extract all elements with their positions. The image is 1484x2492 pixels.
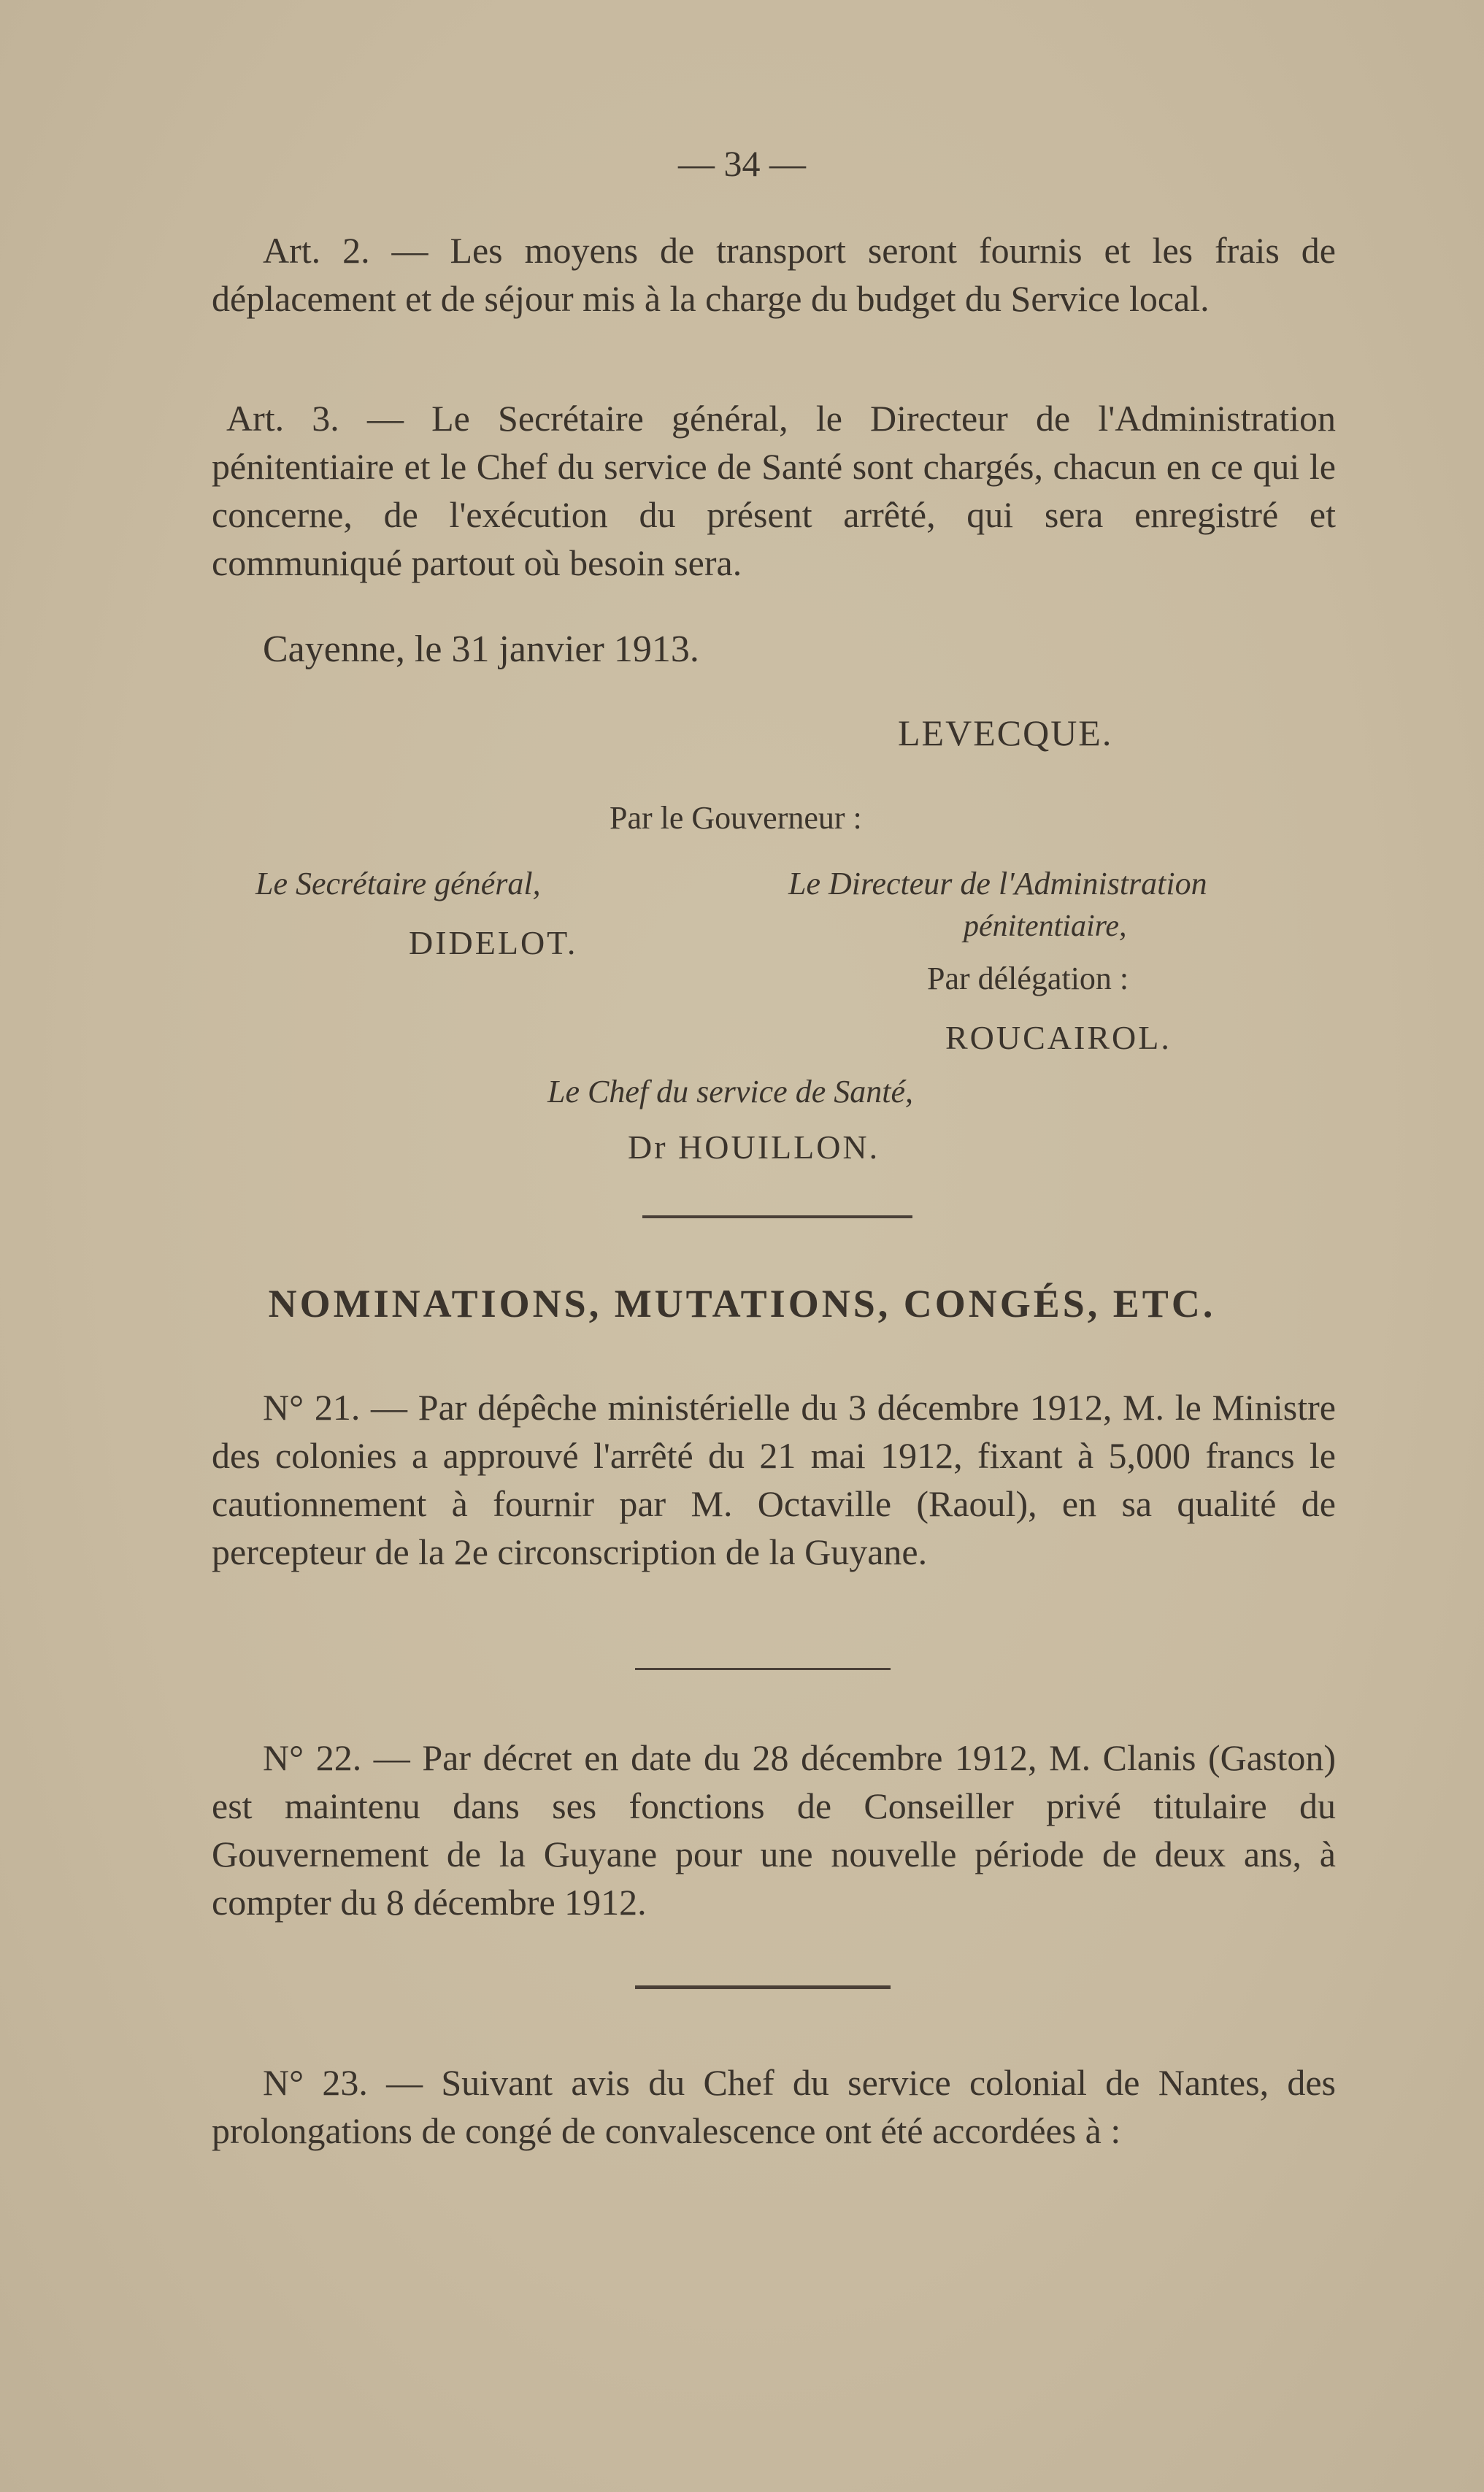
chef-sante-title: Le Chef du service de Santé, bbox=[547, 1074, 913, 1110]
article-2: Art. 2. — Les moyens de transport seront fournis et les frais de déplacement et de séjour mis à la charge du budget du Service local. bbox=[212, 230, 1336, 319]
directeur-delegation: Par délégation : bbox=[927, 961, 1129, 996]
place-date: Cayenne, le 31 janvier 1913. bbox=[263, 628, 699, 670]
page-number: — 34 — bbox=[678, 143, 806, 184]
notice-21: N° 21. — Par dépêche ministérielle du 3 décembre 1912, M. le Ministre des colonies a approuvé l'arrêté du 21 mai 1912, fixant à 5,000 francs le cautionnement à fournir par M. Octaville (Raoul), en sa qualité de percepteur de la 2e circonscription de la Guyane. bbox=[212, 1387, 1336, 1572]
directeur-name: ROUCAIROL. bbox=[945, 1019, 1172, 1056]
directeur-title-line1: Le Directeur de l'Administration bbox=[788, 866, 1207, 901]
separator-rule bbox=[642, 1215, 912, 1218]
directeur-title-line2: pénitentiaire, bbox=[964, 909, 1127, 943]
chef-sante-name: Dr HOUILLON. bbox=[628, 1128, 880, 1166]
notice-22: N° 22. — Par décret en date du 28 décembre 1912, M. Clanis (Gaston) est maintenu dans ses fonctions de Conseiller privé titulaire du Gouvernement de la Guyane pour une nouvelle période de deux ans, à compter du 8 décembre 1912. bbox=[212, 1737, 1336, 1923]
governor-signature: LEVECQUE. bbox=[898, 712, 1113, 753]
par-le-gouverneur: Par le Gouverneur : bbox=[610, 800, 862, 836]
separator-rule bbox=[635, 1668, 891, 1670]
section-heading: NOMINATIONS, MUTATIONS, CONGÉS, ETC. bbox=[268, 1282, 1216, 1326]
notice-23: N° 23. — Suivant avis du Chef du service colonial de Nantes, des prolongations de congé de convalescence ont été accordées à : bbox=[212, 2062, 1336, 2151]
separator-rule bbox=[635, 1985, 891, 1989]
secretaire-title: Le Secrétaire général, bbox=[255, 866, 541, 901]
article-3: Art. 3. — Le Secrétaire général, le Directeur de l'Administration pénitentiaire et le Chef du service de Santé sont chargés, chacun en ce qui le concerne, de l'exécution du présent arrêté, qui sera enregistré et communiqué partout où besoin sera. bbox=[212, 398, 1336, 583]
secretaire-name: DIDELOT. bbox=[409, 924, 578, 961]
